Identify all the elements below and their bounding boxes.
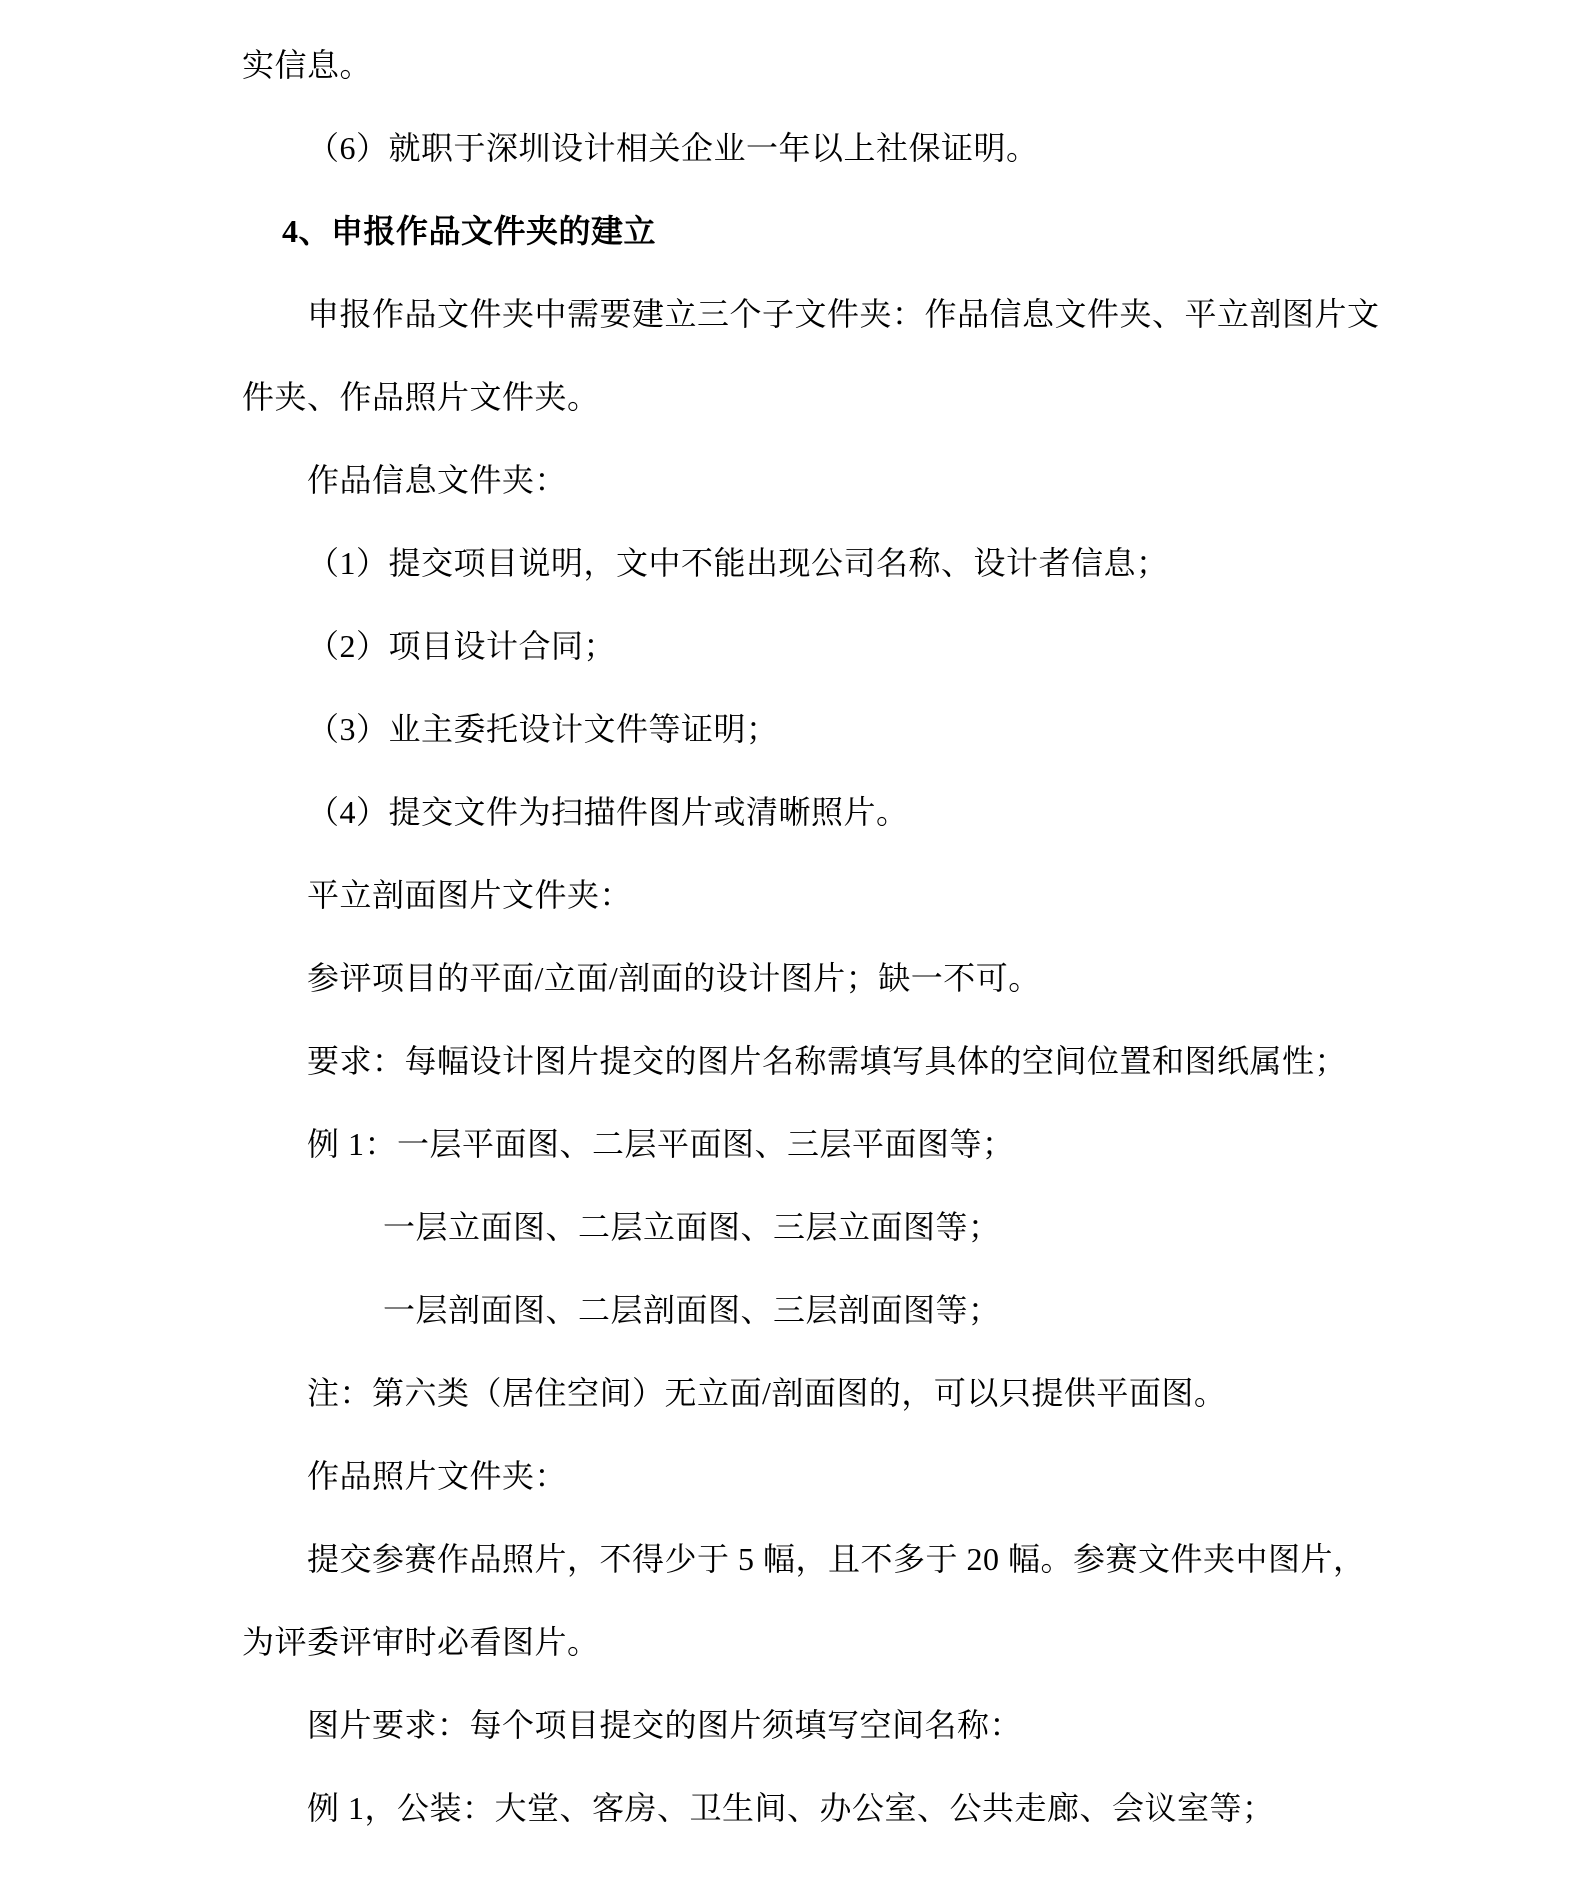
text-line: （3）业主委托设计文件等证明； bbox=[307, 711, 779, 747]
text-line: 要求：每幅设计图片提交的图片名称需填写具体的空间位置和图纸属性； bbox=[307, 1043, 1348, 1079]
text-line: （6）就职于深圳设计相关企业一年以上社保证明。 bbox=[307, 130, 1039, 166]
text-line: 平立剖面图片文件夹： bbox=[307, 877, 633, 913]
text-line: 注：第六类（居住空间）无立面/剖面图的，可以只提供平面图。 bbox=[307, 1375, 1227, 1411]
document-body bbox=[242, 24, 1437, 1850]
text-line: 图片要求：每个项目提交的图片须填写空间名称： bbox=[307, 1707, 1023, 1743]
text-line: 参评项目的平面/立面/剖面的设计图片；缺一不可。 bbox=[307, 960, 1041, 996]
text-line: 4、申报作品文件夹的建立 bbox=[282, 213, 657, 249]
text-line: 例 1，公装：大堂、客房、卫生间、办公室、公共走廊、会议室等； bbox=[307, 1790, 1275, 1826]
text-line: （1）提交项目说明，文中不能出现公司名称、设计者信息； bbox=[307, 545, 1169, 581]
text-line: 为评委评审时必看图片。 bbox=[242, 1624, 600, 1660]
text-line: 提交参赛作品照片，不得少于 5 幅，且不多于 20 幅。参赛文件夹中图片， bbox=[307, 1541, 1366, 1577]
text-line: 件夹、作品照片文件夹。 bbox=[242, 379, 600, 415]
text-line: （2）项目设计合同； bbox=[307, 628, 617, 664]
text-line: 一层立面图、二层立面图、三层立面图等； bbox=[383, 1209, 1001, 1245]
text-line: 实信息。 bbox=[242, 47, 373, 83]
text-line: 作品照片文件夹： bbox=[307, 1458, 568, 1494]
text-line: 作品信息文件夹： bbox=[307, 462, 568, 498]
text-line: 例 1：一层平面图、二层平面图、三层平面图等； bbox=[307, 1126, 1015, 1162]
text-line: （4）提交文件为扫描件图片或清晰照片。 bbox=[307, 794, 909, 830]
text-line: 一层剖面图、二层剖面图、三层剖面图等； bbox=[383, 1292, 1001, 1328]
text-line: 申报作品文件夹中需要建立三个子文件夹：作品信息文件夹、平立剖图片文 bbox=[307, 296, 1380, 332]
